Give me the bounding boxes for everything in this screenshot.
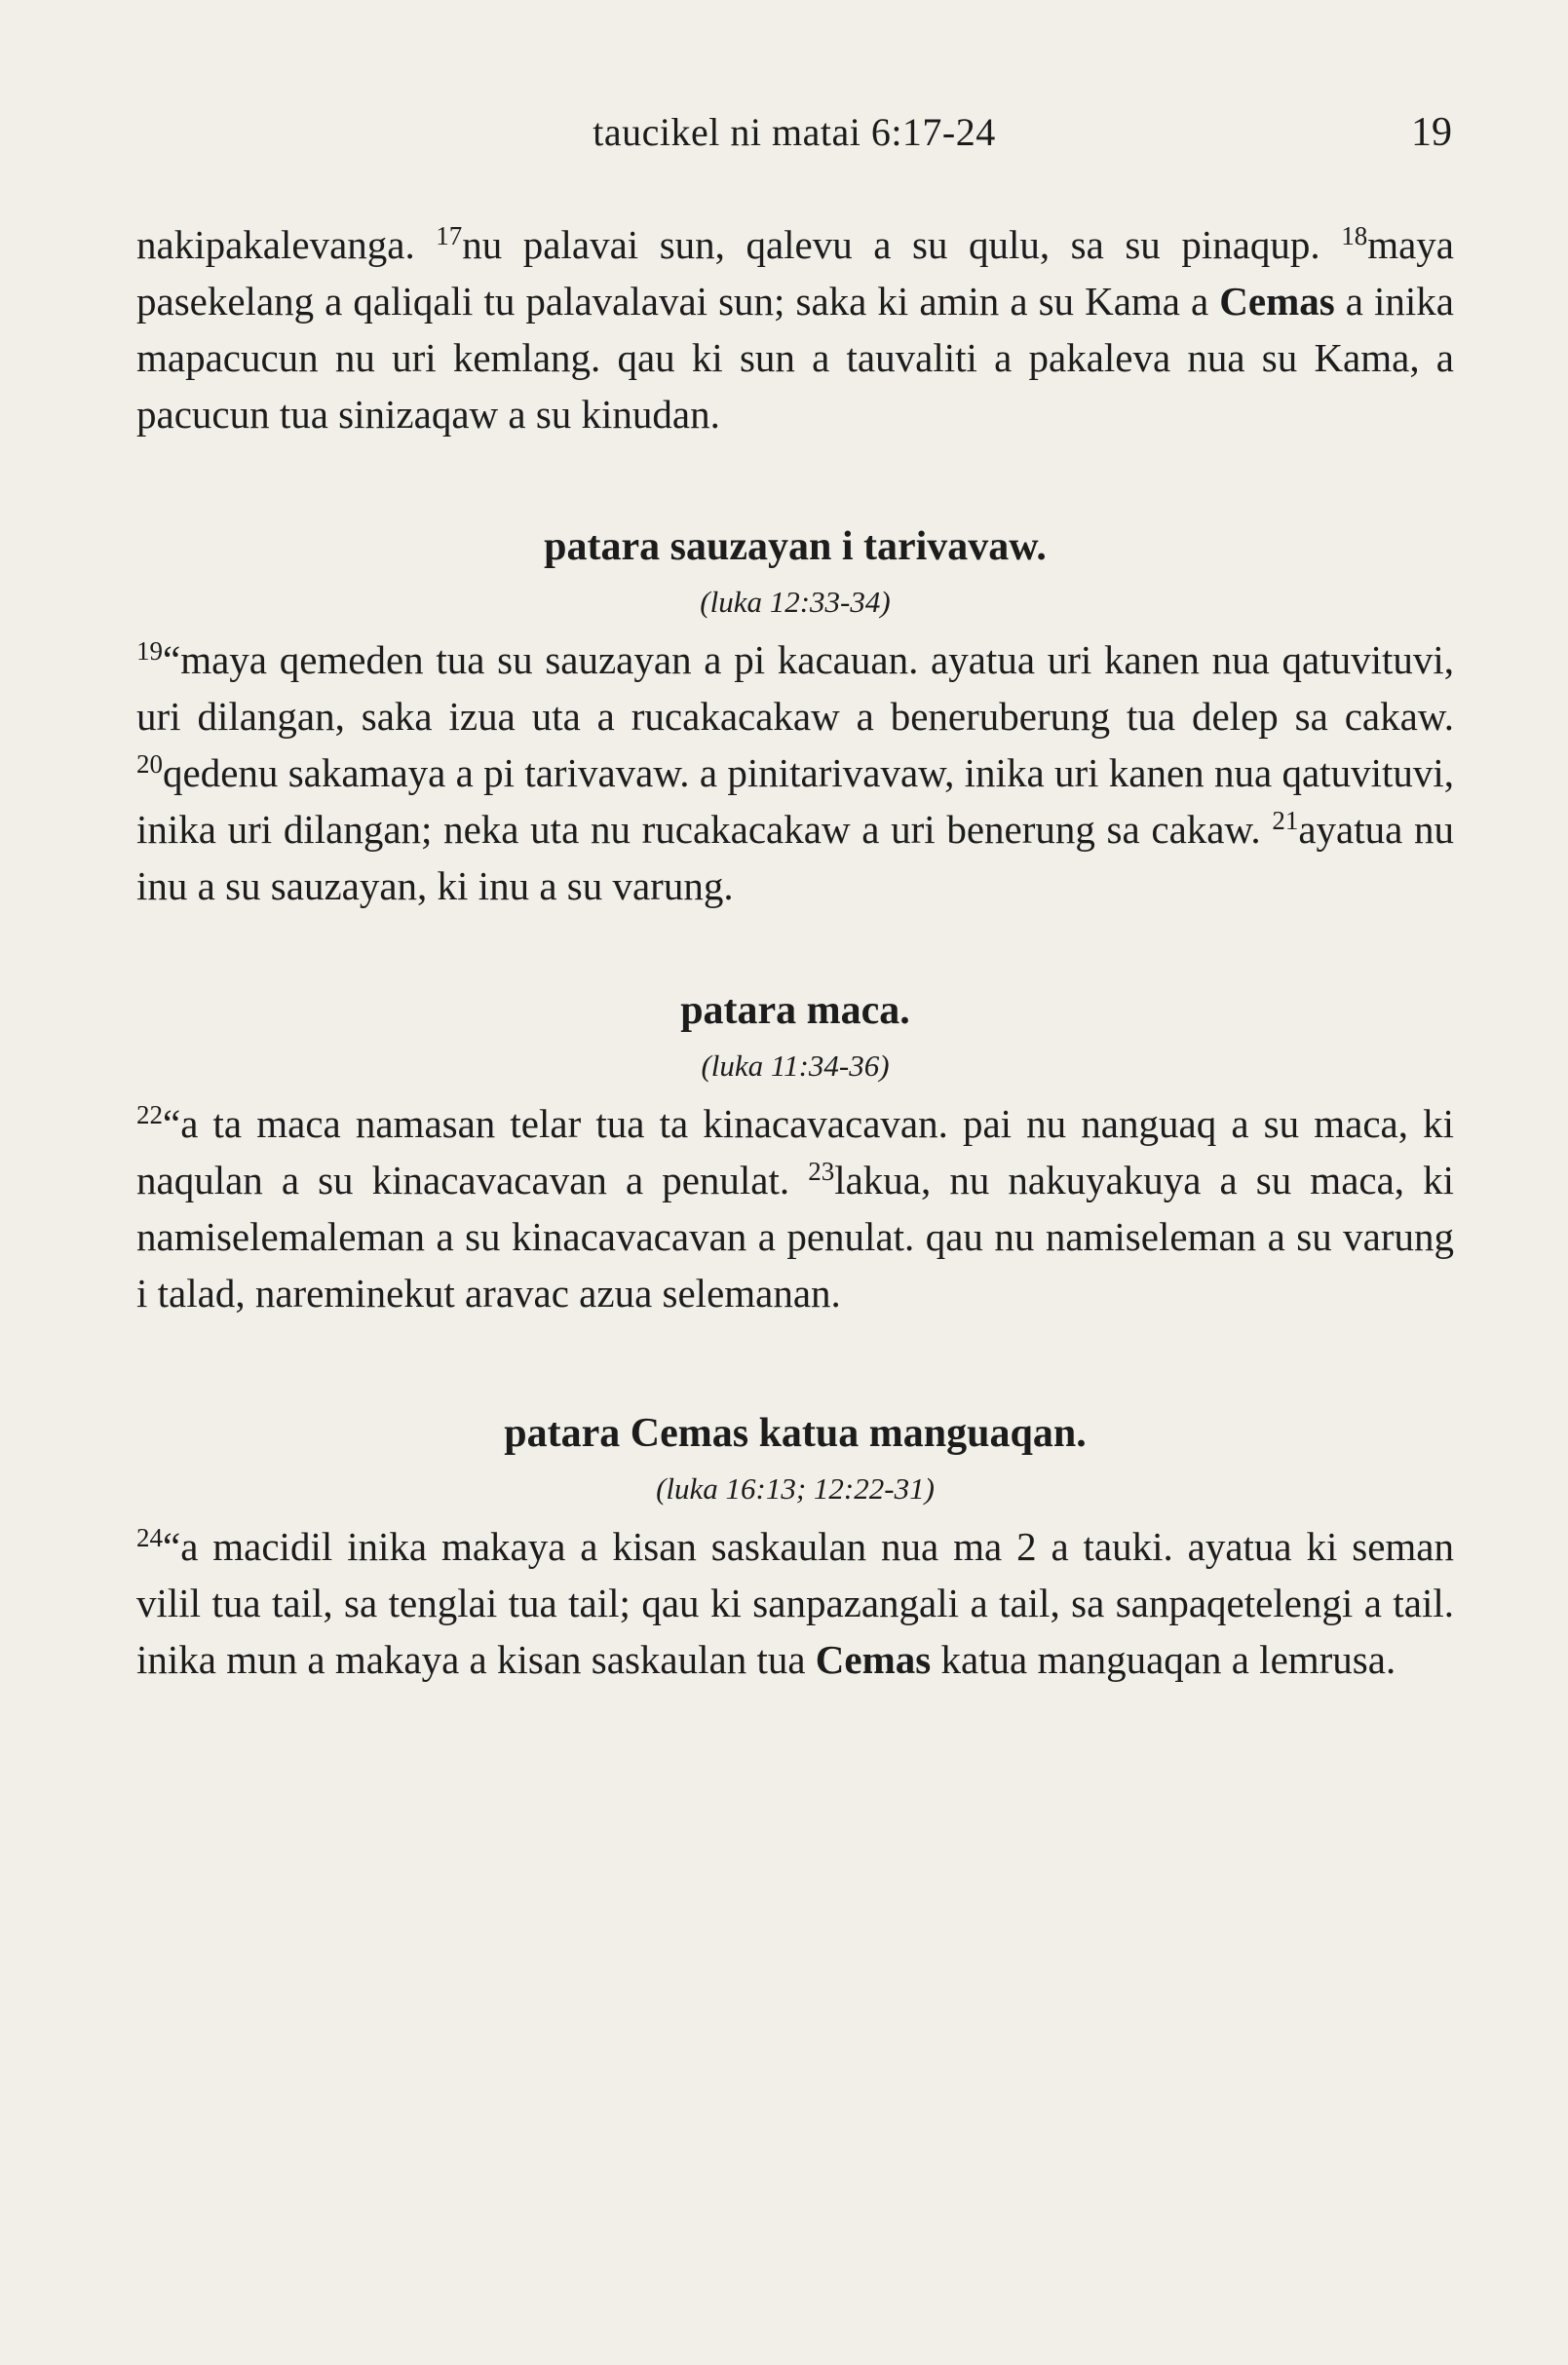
text: katua manguaqan a lemrusa. [931, 1637, 1396, 1682]
page-body [136, 216, 1454, 1688]
verse-number-23: 23 [808, 1157, 835, 1186]
verse-number-19: 19 [136, 636, 163, 666]
section-heading-cemas: patara Cemas katua manguaqan. [504, 1411, 1087, 1456]
paragraph-1 [136, 216, 1454, 442]
verse-number-18: 18 [1341, 221, 1368, 250]
running-head: taucikel ni matai 6:17-24 [593, 110, 996, 154]
bold-term: Cemas [815, 1637, 932, 1682]
verse-number-22: 22 [136, 1100, 163, 1129]
cross-reference: (luka 12:33-34) [700, 585, 891, 619]
verse-number-17: 17 [436, 221, 463, 250]
text: ayatua nu inu a su sauzayan, ki inu a su varung. [136, 807, 1455, 908]
cross-reference: (luka 16:13; 12:22-31) [656, 1471, 935, 1506]
text: a inika mapacucun nu uri kemlang. qau ki sun a tauvaliti a pakaleva nua su Kama, a pacucun tua sinizaqaw a su kinudan. [136, 279, 1454, 437]
text: maya pasekelang a qaliqali tu palavalavai sun; saka ki amin a su Kama a [136, 222, 1454, 324]
paragraph-2 [136, 631, 1454, 914]
text: “a macidil inika makaya a kisan saskaulan nua ma 2 a tauki. ayatua ki seman vilil tua tail, sa tenglai tua tail; qau ki sanpazangali a tail, sa sanpaqetelengi a tail. inika mun a makaya a kisan saskaulan tua [136, 1524, 1454, 1682]
verse-number-21: 21 [1272, 806, 1299, 835]
page-number: 19 [1411, 110, 1452, 155]
section-heading-maca: patara maca. [680, 988, 910, 1033]
paragraph-4 [136, 1518, 1454, 1688]
section-heading-sauzayan: patara sauzayan i tarivavaw. [544, 524, 1047, 569]
verse-number-24: 24 [136, 1523, 163, 1552]
cross-reference: (luka 11:34-36) [701, 1049, 890, 1083]
text: “maya qemeden tua su sauzayan a pi kacauan. ayatua uri kanen nua qatuvituvi, uri dilangan, saka izua uta a rucakacakaw a beneruberung tua delep sa cakaw. [136, 637, 1454, 739]
bold-term: Cemas [1219, 279, 1335, 324]
paragraph-3 [136, 1095, 1454, 1321]
verse-number-20: 20 [136, 749, 163, 779]
text: “a ta maca namasan telar tua ta kinacavacavan. pai nu nanguaq a su maca, ki naqulan a su kinacavacavan a penulat. [136, 1101, 1454, 1202]
page-header [136, 109, 1452, 168]
text: lakua, nu nakuyakuya a su maca, ki namiselemaleman a su kinacavacavan a penulat. qau nu namiseleman a su varung i talad, nareminekut aravac azua selemanan. [136, 1158, 1454, 1316]
text: nakipakalevanga. [136, 222, 437, 267]
text: qedenu sakamaya a pi tarivavaw. a pinitarivavaw, inika uri kanen nua qatuvituvi, inika uri dilangan; neka uta nu rucakacakaw a uri benerung sa cakaw. [136, 750, 1454, 852]
text: nu palavai sun, qalevu a su qulu, sa su pinaqup. [462, 222, 1342, 267]
